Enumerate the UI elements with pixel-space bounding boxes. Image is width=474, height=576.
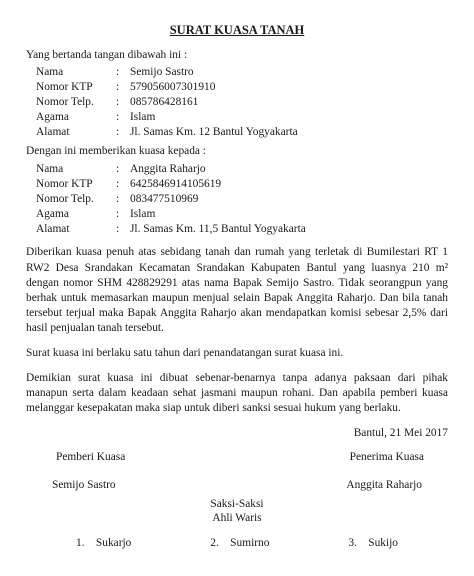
witness-title: Saksi-Saksi — [210, 498, 264, 511]
field-value: Islam — [130, 208, 156, 221]
grantee-signature-name: Anggita Raharjo — [346, 479, 422, 492]
paragraph-grant: Diberikan kuasa penuh atas sebidang tanah dan rumah yang terletak di Bumilestari RT 1 RW2 Desa Srandakan Kecamatan Srandakan Kabupaten Bantul yang luasnya 210 m² dengan nomor SHM 428829291 atas nama Bapak Semijo Sastro. Tidak seorangpun yang berhak untuk memasarkan maupun menjual selain Bapak Anggita Raharjo. Dan bila tanah tersebut terjual maka Bapak Anggita Raharjo akan mendapatkan komisi sebesar 2,5% dari hasil penjualan tanah tersebut. — [26, 246, 448, 334]
intro-text: Yang bertanda tangan dibawah ini : — [26, 48, 188, 61]
grantee-fields — [36, 162, 448, 238]
field-separator: : — [116, 111, 120, 124]
field-separator: : — [116, 162, 120, 175]
field-label: Nomor Telp. — [36, 95, 94, 108]
grantor-signature-name: Semijo Sastro — [52, 479, 116, 492]
witness-item: 3. Sukijo — [348, 536, 398, 549]
field-separator: : — [116, 208, 120, 221]
grantor-ktp-row — [36, 80, 448, 95]
field-separator: : — [116, 95, 120, 108]
grantor-phone-row — [36, 95, 448, 110]
field-value: 579056007301910 — [130, 80, 216, 93]
field-separator: : — [116, 80, 120, 93]
field-label: Agama — [36, 208, 69, 221]
grantor-signature-label: Pemberi Kuasa — [56, 450, 126, 463]
paragraph-closing: Demikian surat kuasa ini dibuat sebenar-benarnya tanpa adanya paksaan dari pihak manapun serta dalam keadaan sehat jasmani maupun rohani. Dan apabila pemberi kuasa melanggar kesepakatan maka siap untuk diberi sanksi sesuai hukum yang berlaku. — [26, 371, 448, 414]
grantor-fields — [36, 65, 448, 141]
field-label: Nama — [36, 65, 64, 78]
paragraph-validity: Surat kuasa ini berlaku satu tahun dari penandatangan surat kuasa ini. — [26, 346, 344, 359]
witness-subtitle: Ahli Waris — [212, 512, 262, 525]
field-separator: : — [116, 126, 120, 139]
field-value: Jl. Samas Km. 11,5 Bantul Yogyakarta — [130, 223, 306, 236]
grant-intro-text: Dengan ini memberikan kuasa kepada : — [26, 145, 206, 158]
field-separator: : — [116, 177, 120, 190]
field-value: Semijo Sastro — [130, 65, 194, 78]
grantor-religion-row — [36, 110, 448, 125]
field-value: 6425846914105619 — [130, 177, 222, 190]
field-label: Nomor KTP — [36, 177, 93, 190]
field-label: Nomor Telp. — [36, 192, 94, 205]
field-label: Nomor KTP — [36, 80, 93, 93]
field-separator: : — [116, 192, 120, 205]
field-separator: : — [116, 223, 120, 236]
field-value: 085786428161 — [130, 95, 199, 108]
witness-item: 1. Sukarjo — [76, 536, 132, 549]
grantor-name-row — [36, 65, 448, 80]
grantee-address-row — [36, 222, 448, 237]
field-value: Islam — [130, 111, 156, 124]
witness-item: 2. Sumirno — [210, 536, 270, 549]
grantee-signature-label: Penerima Kuasa — [349, 450, 424, 463]
grantor-address-row — [36, 125, 448, 140]
grantee-ktp-row — [36, 177, 448, 192]
field-label: Agama — [36, 111, 69, 124]
grantee-name-row — [36, 162, 448, 177]
field-separator: : — [116, 65, 120, 78]
signature-labels — [26, 450, 448, 465]
document-title: SURAT KUASA TANAH — [169, 23, 305, 37]
grantee-religion-row — [36, 207, 448, 222]
field-value: Jl. Samas Km. 12 Bantul Yogyakarta — [130, 126, 298, 139]
signature-names — [26, 478, 448, 493]
witness-heading — [26, 497, 448, 526]
field-label: Nama — [36, 162, 64, 175]
field-label: Alamat — [36, 223, 70, 236]
field-value: Anggita Raharjo — [130, 162, 206, 175]
field-value: 083477510969 — [130, 192, 199, 205]
field-label: Alamat — [36, 126, 70, 139]
place-date: Bantul, 21 Mei 2017 — [353, 426, 448, 439]
witness-list — [26, 536, 448, 551]
grantee-phone-row — [36, 192, 448, 207]
